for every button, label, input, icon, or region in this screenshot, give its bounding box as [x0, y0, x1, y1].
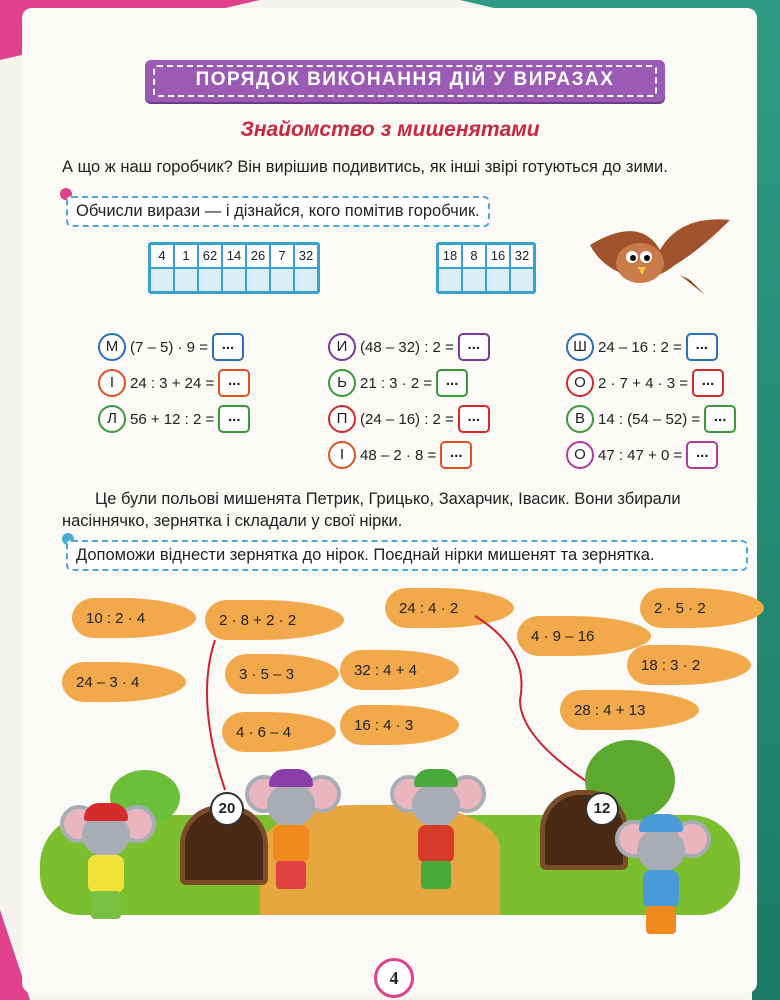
expression-letter: В: [566, 405, 594, 433]
answer-box[interactable]: ...: [692, 369, 724, 397]
expression-text: 14 : (54 – 52) =: [598, 410, 701, 428]
answer-box[interactable]: ...: [458, 333, 490, 361]
story-line-2: насіннячко, зернятка і складали у свої нірки.: [62, 512, 403, 530]
expression-letter: М: [98, 333, 126, 361]
seed-expression[interactable]: 4 · 6 – 4: [222, 712, 336, 752]
page-number: 4: [374, 958, 414, 998]
answer-box[interactable]: ...: [436, 369, 468, 397]
expression-letter: І: [98, 369, 126, 397]
expression-letter: Л: [98, 405, 126, 433]
grid-number-cell: 1: [174, 244, 198, 268]
task-instruction-2: Допоможи віднести зернятка до нірок. Поєднай нірки мишенят та зернятка.: [66, 540, 748, 571]
grid-number-cell: 32: [294, 244, 318, 268]
grid-number-cell: 8: [462, 244, 486, 268]
expression-text: 21 : 3 · 2 =: [360, 374, 433, 392]
expression-text: 2 · 7 + 4 · 3 =: [598, 374, 689, 392]
expression-text: 47 : 47 + 0 =: [598, 446, 683, 464]
answer-box[interactable]: ...: [704, 405, 736, 433]
answer-box[interactable]: ...: [212, 333, 244, 361]
grid-number-cell: 18: [438, 244, 462, 268]
grid-number-cell: 26: [246, 244, 270, 268]
expression-text: 48 – 2 · 8 =: [360, 446, 437, 464]
expression-letter: О: [566, 369, 594, 397]
seed-expression[interactable]: 16 : 4 · 3: [340, 705, 459, 745]
section-subtitle: Знайомство з мишенятами: [240, 118, 540, 141]
expression-text: 24 – 16 : 2 =: [598, 338, 682, 356]
seed-expression[interactable]: 2 · 8 + 2 · 2: [205, 600, 344, 640]
seed-expression[interactable]: 2 · 5 · 2: [640, 588, 764, 628]
seed-expression[interactable]: 10 : 2 · 4: [72, 598, 196, 638]
task-instruction-1: Обчисли вирази — і дізнайся, кого помітив горобчик.: [66, 196, 490, 227]
seed-expression[interactable]: 4 · 9 – 16: [517, 616, 651, 656]
expression-text: (24 – 16) : 2 =: [360, 410, 454, 428]
expression-text: (48 – 32) : 2 =: [360, 338, 454, 356]
seed-expression[interactable]: 24 – 3 · 4: [62, 662, 186, 702]
answer-box[interactable]: ...: [686, 333, 718, 361]
expression-text: 56 + 12 : 2 =: [130, 410, 215, 428]
seed-expression[interactable]: 32 : 4 + 4: [340, 650, 459, 690]
expression-letter: Ш: [566, 333, 594, 361]
expression-letter: И: [328, 333, 356, 361]
expression-letter: П: [328, 405, 356, 433]
answer-box[interactable]: ...: [440, 441, 472, 469]
expression-letter: О: [566, 441, 594, 469]
answer-box[interactable]: ...: [458, 405, 490, 433]
seed-expression[interactable]: 18 : 3 · 2: [627, 645, 751, 685]
answer-box[interactable]: ...: [218, 405, 250, 433]
seed-expression[interactable]: 3 · 5 – 3: [225, 654, 339, 694]
expression-text: 24 : 3 + 24 =: [130, 374, 215, 392]
grid-number-cell: 7: [270, 244, 294, 268]
answer-box[interactable]: ...: [686, 441, 718, 469]
expression-letter: І: [328, 441, 356, 469]
grid-number-cell: 62: [198, 244, 222, 268]
hole-number-badge[interactable]: 20: [210, 792, 244, 826]
page-title: ПОРЯДОК ВИКОНАННЯ ДІЙ У ВИРАЗАХ: [195, 69, 615, 90]
seed-expression[interactable]: 28 : 4 + 13: [560, 690, 699, 730]
answer-box[interactable]: ...: [218, 369, 250, 397]
expression-letter: Ь: [328, 369, 356, 397]
intro-text: А що ж наш горобчик? Він вирішив подивитись, як інші звірі готуються до зими.: [62, 158, 668, 176]
grid-number-cell: 14: [222, 244, 246, 268]
grid-number-cell: 16: [486, 244, 510, 268]
expression-text: (7 – 5) · 9 =: [130, 338, 208, 356]
grid-number-cell: 4: [150, 244, 174, 268]
hole-number-badge[interactable]: 12: [585, 792, 619, 826]
grid-number-cell: 32: [510, 244, 534, 268]
story-line-1: Це були польові мишенята Петрик, Грицько, Захарчик, Івасик. Вони збирали: [95, 490, 681, 508]
seed-expression[interactable]: 24 : 4 · 2: [385, 588, 514, 628]
